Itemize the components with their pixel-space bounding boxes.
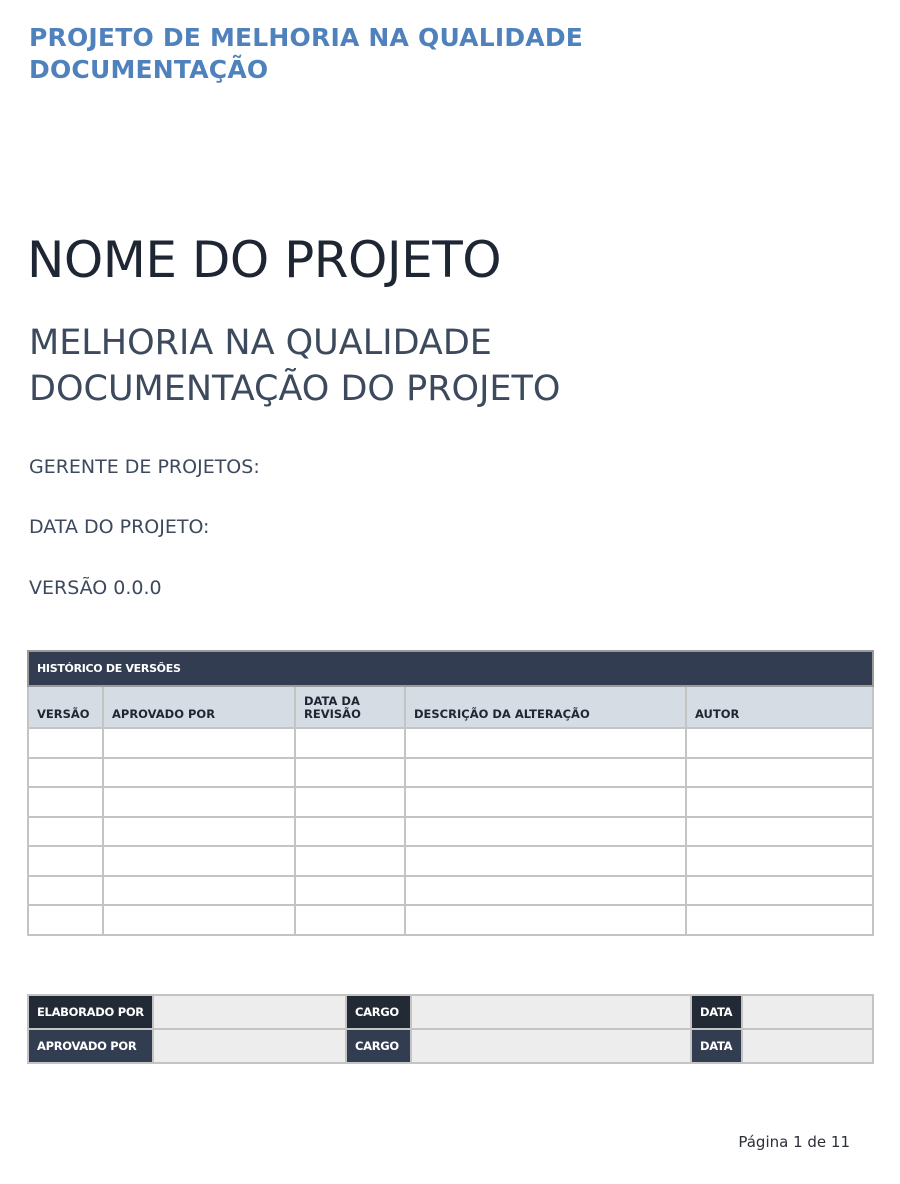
document-title: [29, 22, 729, 86]
cell-author[interactable]: [686, 846, 873, 876]
prepared-by-date-field[interactable]: [742, 995, 873, 1029]
version-history-header-row: [28, 686, 873, 728]
document-title-line-1: PROJETO DE MELHORIA NA QUALIDADE: [29, 23, 584, 52]
cell-approved-by[interactable]: [103, 817, 295, 847]
cell-revision-date[interactable]: [295, 905, 405, 935]
column-header-revision-date-line-1: DATA DA: [304, 694, 360, 708]
cell-revision-date[interactable]: [295, 817, 405, 847]
cell-change-description[interactable]: [405, 758, 686, 788]
column-header-approved-by: APROVADO POR: [103, 686, 295, 728]
cell-approved-by[interactable]: [103, 846, 295, 876]
table-row: [28, 817, 873, 847]
table-row: [28, 846, 873, 876]
cell-version[interactable]: [28, 817, 103, 847]
cell-author[interactable]: [686, 787, 873, 817]
project-manager-label: GERENTE DE PROJETOS:: [29, 456, 260, 478]
cell-version[interactable]: [28, 787, 103, 817]
cell-author[interactable]: [686, 758, 873, 788]
project-date-label: DATA DO PROJETO:: [29, 516, 210, 538]
cell-author[interactable]: [686, 728, 873, 758]
signoff-table: [27, 994, 874, 1064]
cell-author[interactable]: [686, 905, 873, 935]
approved-by-label: APROVADO POR: [28, 1029, 153, 1063]
project-name-heading: NOME DO PROJETO: [27, 231, 502, 289]
cell-version[interactable]: [28, 846, 103, 876]
signoff-row-prepared-by: [28, 995, 873, 1029]
table-row: [28, 905, 873, 935]
signoff-row-approved-by: [28, 1029, 873, 1063]
cell-author[interactable]: [686, 817, 873, 847]
prepared-by-role-field[interactable]: [411, 995, 691, 1029]
cell-revision-date[interactable]: [295, 728, 405, 758]
table-row: [28, 876, 873, 906]
cell-change-description[interactable]: [405, 728, 686, 758]
column-header-revision-date: [295, 686, 405, 728]
cell-revision-date[interactable]: [295, 846, 405, 876]
column-header-author: AUTOR: [686, 686, 873, 728]
version-history-title: HISTÓRICO DE VERSÕES: [28, 651, 873, 686]
prepared-by-role-label: CARGO: [346, 995, 411, 1029]
cell-change-description[interactable]: [405, 905, 686, 935]
approved-by-date-label: DATA: [691, 1029, 742, 1063]
cell-author[interactable]: [686, 876, 873, 906]
project-subtitle-line-2: DOCUMENTAÇÃO DO PROJETO: [29, 369, 561, 409]
page-number: Página 1 de 11: [738, 1133, 850, 1151]
approved-by-role-field[interactable]: [411, 1029, 691, 1063]
table-row: [28, 728, 873, 758]
table-row: [28, 787, 873, 817]
cell-version[interactable]: [28, 905, 103, 935]
approved-by-field[interactable]: [153, 1029, 346, 1063]
cell-version[interactable]: [28, 876, 103, 906]
cell-version[interactable]: [28, 758, 103, 788]
cell-approved-by[interactable]: [103, 787, 295, 817]
cell-approved-by[interactable]: [103, 728, 295, 758]
column-header-change-description: DESCRIÇÃO DA ALTERAÇÃO: [405, 686, 686, 728]
project-subtitle-line-1: MELHORIA NA QUALIDADE: [29, 323, 492, 363]
cell-approved-by[interactable]: [103, 905, 295, 935]
version-label: VERSÃO 0.0.0: [29, 577, 162, 599]
cell-revision-date[interactable]: [295, 787, 405, 817]
cell-version[interactable]: [28, 728, 103, 758]
column-header-revision-date-line-2: REVISÃO: [304, 707, 361, 721]
prepared-by-field[interactable]: [153, 995, 346, 1029]
cell-change-description[interactable]: [405, 817, 686, 847]
cell-approved-by[interactable]: [103, 758, 295, 788]
cell-approved-by[interactable]: [103, 876, 295, 906]
cell-change-description[interactable]: [405, 846, 686, 876]
column-header-version: VERSÃO: [28, 686, 103, 728]
table-row: [28, 758, 873, 788]
version-history-title-row: [28, 651, 873, 686]
version-history-table: [27, 650, 874, 936]
approved-by-date-field[interactable]: [742, 1029, 873, 1063]
prepared-by-label: ELABORADO POR: [28, 995, 153, 1029]
document-title-line-2: DOCUMENTAÇÃO: [29, 55, 269, 84]
cell-change-description[interactable]: [405, 787, 686, 817]
cell-revision-date[interactable]: [295, 876, 405, 906]
approved-by-role-label: CARGO: [346, 1029, 411, 1063]
project-subtitle: [29, 320, 560, 412]
cell-revision-date[interactable]: [295, 758, 405, 788]
prepared-by-date-label: DATA: [691, 995, 742, 1029]
cell-change-description[interactable]: [405, 876, 686, 906]
